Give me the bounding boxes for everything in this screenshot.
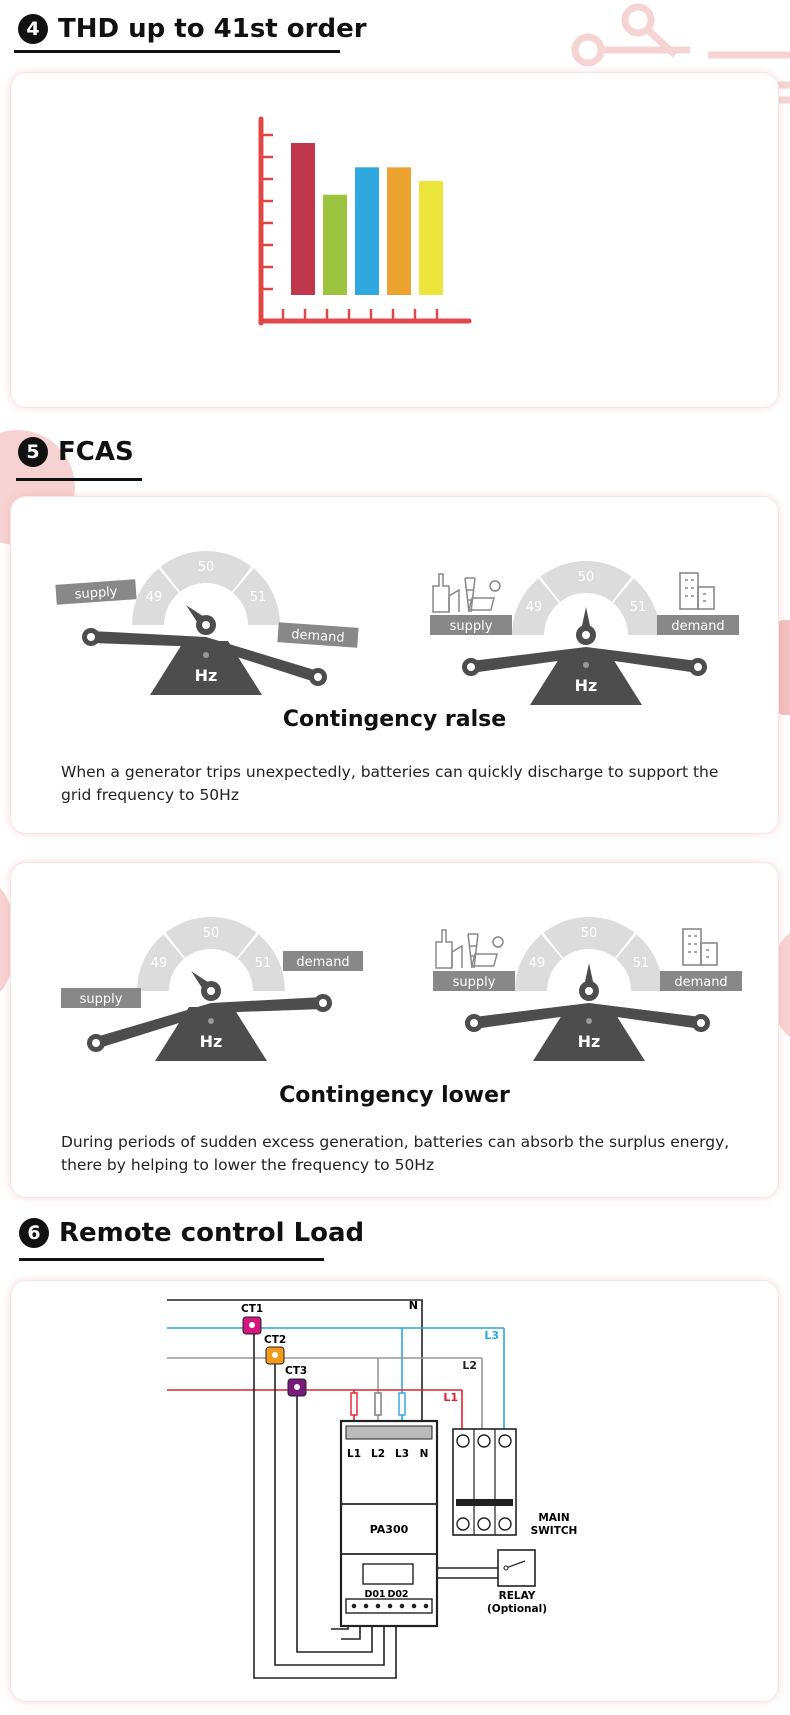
tag-text: supply: [449, 619, 493, 634]
contingency-raise-card: [10, 496, 779, 834]
supply-tag: [433, 971, 515, 991]
terminal-label: L2: [371, 1448, 385, 1460]
thd-bar: [291, 143, 315, 295]
tag-text: demand: [290, 627, 346, 646]
hz-label: Hz: [194, 666, 218, 685]
gauge-label-50: 50: [577, 570, 595, 585]
pivot-dot: [583, 662, 589, 668]
contingency-raise-description: When a generator trips unexpectedly, batteries can quickly discharge to support the grid frequency to 50Hz: [61, 763, 719, 804]
beam-end-dot: [319, 999, 327, 1007]
supply-tag: [61, 988, 141, 1008]
hz-label: Hz: [199, 1032, 223, 1051]
pivot-dot: [203, 652, 209, 658]
main-switch-label: MAIN: [538, 1512, 570, 1524]
terminal-label: L3: [395, 1448, 409, 1460]
contingency-lower-title: Contingency lower: [279, 1083, 510, 1108]
building-annex: [701, 943, 717, 965]
demand-tag: [660, 971, 742, 991]
gauge-label-49: 49: [150, 956, 168, 971]
tag-text: supply: [74, 584, 118, 603]
factory-building: [452, 946, 462, 968]
relay-label: (Optional): [486, 1603, 548, 1615]
thd-bar: [419, 181, 443, 295]
section-5-header: [18, 437, 134, 467]
section-number: 6: [19, 1218, 49, 1248]
sun: [490, 581, 500, 591]
building-icon: [680, 573, 714, 609]
gauge-label-49: 49: [145, 590, 163, 605]
tag-text: demand: [671, 619, 725, 634]
beam-end-dot: [92, 1039, 100, 1047]
factory-icon: [436, 930, 503, 968]
needle-hub-dot: [582, 631, 590, 639]
contingency-lower-card: [10, 862, 779, 1198]
neutral-label: N: [408, 1299, 418, 1312]
gauge-label-51: 51: [632, 956, 650, 971]
section-4-header: [18, 14, 367, 44]
terminal-label: N: [419, 1448, 429, 1460]
pivot-dot: [586, 1018, 592, 1024]
section-number: 5: [18, 437, 48, 467]
l2-label: L2: [462, 1359, 477, 1372]
ct3-label: CT3: [285, 1365, 308, 1377]
beam-end-dot: [694, 663, 702, 671]
l3-label: L3: [484, 1329, 499, 1342]
building-annex: [698, 587, 714, 609]
device-label: PA300: [369, 1523, 409, 1536]
section-6-header: [19, 1218, 364, 1248]
tag-text: supply: [452, 975, 496, 990]
building-tower: [683, 929, 701, 965]
hz-label: Hz: [577, 1032, 601, 1051]
gauge-label-49: 49: [528, 956, 546, 971]
wiring-diagram: [11, 1281, 778, 1701]
factory-icon: [433, 574, 500, 612]
demand-tag: [277, 622, 358, 648]
section-title: Remote control Load: [59, 1218, 365, 1248]
building-windows: [685, 580, 706, 601]
demand-tag: [283, 951, 363, 971]
main-switch-label: SWITCH: [530, 1525, 578, 1537]
thd-bar: [323, 195, 347, 295]
thd-bar-chart: [11, 73, 778, 407]
factory-chimney: [436, 930, 452, 968]
building-tower: [680, 573, 698, 609]
section-underline: [16, 478, 142, 481]
section-number: 4: [18, 14, 48, 44]
scales-raise: [11, 497, 778, 737]
contingency-lower-description: During periods of sudden excess generation, batteries can absorb the surplus energy, there by helping to lower the frequency to 50Hz: [61, 1133, 730, 1174]
gauge-label-50: 50: [580, 926, 598, 941]
thd-bar: [355, 167, 379, 295]
gauge-label-50: 50: [202, 926, 220, 941]
d02-label: D02: [387, 1589, 409, 1600]
relay-label: RELAY: [498, 1590, 536, 1602]
hz-label: Hz: [574, 676, 598, 695]
gauge-label-50: 50: [197, 560, 215, 575]
section-title: FCAS: [58, 437, 134, 467]
gauge-label-49: 49: [525, 600, 543, 615]
scales-lower: [11, 863, 778, 1103]
thd-bar: [387, 167, 411, 295]
sun: [493, 937, 503, 947]
beam-end-dot: [314, 673, 322, 681]
pivot-dot: [208, 1018, 214, 1024]
needle-hub-dot: [207, 987, 215, 995]
needle-hub-dot: [202, 621, 210, 629]
factory-building: [449, 590, 459, 612]
d01-label: D01: [364, 1589, 386, 1600]
building-icon: [683, 929, 717, 965]
beam-end-dot: [697, 1019, 705, 1027]
supply-tag: [430, 615, 512, 635]
needle-hub-dot: [585, 987, 593, 995]
section-underline: [19, 1258, 324, 1261]
demand-tag: [657, 615, 739, 635]
gauge-label-51: 51: [249, 590, 267, 605]
ct1-label: CT1: [241, 1303, 264, 1315]
beam-end-dot: [467, 663, 475, 671]
supply-tag: [55, 579, 136, 605]
building-windows: [688, 936, 709, 957]
tag-text: demand: [674, 975, 728, 990]
beam-end-dot: [87, 633, 95, 641]
contingency-raise-title: Contingency ralse: [282, 707, 507, 732]
beam-end-dot: [470, 1019, 478, 1027]
factory-chimney: [433, 574, 449, 612]
l1-label: L1: [443, 1391, 458, 1404]
section-title: THD up to 41st order: [58, 14, 367, 44]
gauge-label-51: 51: [254, 956, 272, 971]
tag-text: supply: [79, 992, 123, 1007]
section-underline: [14, 50, 340, 53]
gauge-label-51: 51: [629, 600, 647, 615]
ct2-label: CT2: [264, 1334, 287, 1346]
tag-text: demand: [296, 955, 350, 970]
terminal-label: L1: [347, 1448, 361, 1460]
thd-card: [10, 72, 779, 408]
wiring-card: [10, 1280, 779, 1702]
